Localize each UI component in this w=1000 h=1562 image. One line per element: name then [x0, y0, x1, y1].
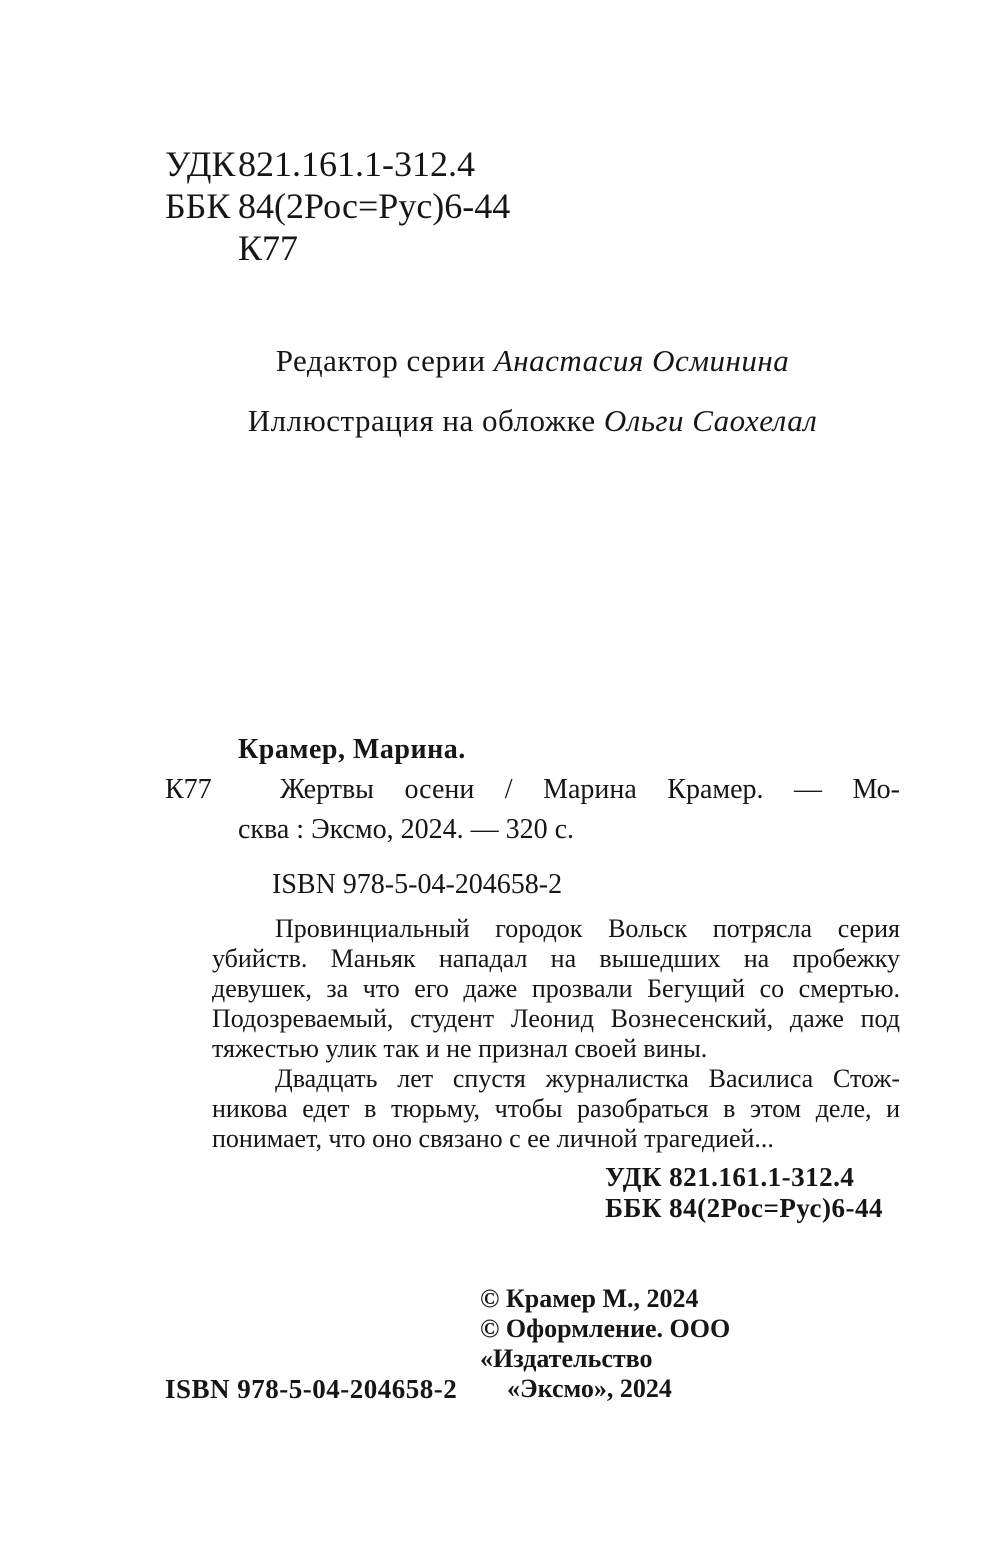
author-code: К77 [238, 228, 299, 268]
footer-block [165, 1284, 900, 1404]
cover-illustration-credit [165, 405, 900, 437]
annotation-line: девушек, за что его даже прозвали Бегущий со смертью. [212, 974, 900, 1003]
classification-udk: УДК 821.161.1-312.4 [605, 1162, 855, 1192]
annotation-line: Двадцать лет спустя журналистка Василиса Стож- [275, 1064, 900, 1093]
copyright-line: «Эксмо», 2024 [507, 1374, 672, 1403]
udk-value: 821.161.1-312.4 [238, 144, 475, 184]
annotation-paragraph-2 [212, 1064, 900, 1154]
author-code-spacer [165, 227, 238, 269]
catalog-code: К77 [165, 774, 212, 805]
bibliographic-line-2: сква : Эксмо, 2024. — 320 с. [238, 814, 575, 845]
catalog-card [165, 730, 900, 850]
udk-row [165, 143, 900, 185]
bibliographic-line-1: Жертвы осени / Марина Крамер. — Мо- [280, 774, 900, 805]
isbn-catalog: ISBN 978-5-04-204658-2 [272, 869, 563, 900]
cover-illustration-prefix: Иллюстрация на обложке [247, 403, 604, 438]
annotation-line: понимает, что оно связано с ее личной трагедией... [212, 1124, 774, 1153]
copyright-line: © Оформление. ООО «Издательство [480, 1314, 731, 1373]
annotation-line: никова едет в тюрьму, чтобы разобраться в этом деле, и [212, 1094, 900, 1123]
author-code-row [165, 227, 900, 269]
bbk-row [165, 185, 900, 227]
classification-bbk: ББК 84(2Рос=Рус)6-44 [605, 1193, 883, 1223]
cover-illustrator-name: Ольги Саохелал [603, 403, 818, 438]
top-classification-block [165, 143, 900, 269]
series-editor-prefix: Редактор серии [275, 343, 494, 378]
bbk-label: ББК [165, 186, 231, 226]
catalog-author: Крамер, Марина. [238, 734, 466, 765]
annotation-block [212, 914, 900, 1154]
annotation-paragraph-1 [212, 914, 900, 1064]
annotation-line: убийств. Маньяк нападал на вышедших на пробежку [212, 944, 900, 973]
copyright-line: © Крамер М., 2024 [480, 1284, 699, 1313]
annotation-line: тяжестью улик так и не признал своей вины. [212, 1034, 708, 1063]
udk-label: УДК [165, 144, 236, 184]
classification-codes-block [605, 1162, 883, 1224]
copyright-block [480, 1284, 900, 1404]
isbn-footer: ISBN 978-5-04-204658-2 [165, 1374, 458, 1404]
series-editor-name: Анастасия Осминина [493, 343, 790, 378]
series-editor-credit [165, 345, 900, 377]
credits-block [165, 345, 900, 437]
annotation-line: Подозреваемый, студент Леонид Вознесенский, даже под [212, 1004, 900, 1033]
annotation-line: Провинциальный городок Вольск потрясла серия [275, 914, 900, 943]
bbk-value: 84(2Рос=Рус)6-44 [238, 186, 511, 226]
